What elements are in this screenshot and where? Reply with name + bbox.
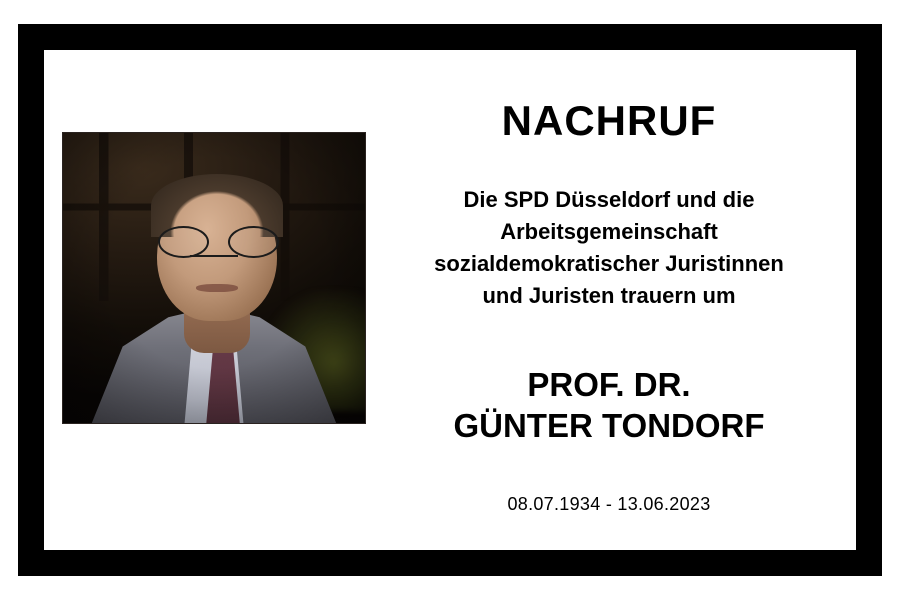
intro-text (392, 184, 826, 312)
portrait-column (44, 50, 366, 424)
name-line: PROF. DR. (527, 365, 691, 403)
intro-line: und Juristen trauern um (482, 282, 736, 308)
deceased-name (392, 364, 826, 447)
intro-line: Die SPD Düsseldorf und die (463, 187, 755, 213)
life-dates: 08.07.1934 - 13.06.2023 (507, 494, 711, 515)
page-title: NACHRUF (501, 97, 717, 144)
portrait-photo (62, 132, 366, 424)
intro-line: Arbeitsgemeinschaft (500, 219, 718, 245)
mourning-border-frame (18, 24, 882, 576)
portrait-vignette (63, 133, 365, 423)
intro-line: sozialdemokratischer Juristinnen (434, 250, 784, 276)
text-column (366, 50, 856, 515)
obituary-card (44, 50, 856, 550)
name-line: GÜNTER TONDORF (453, 407, 765, 444)
